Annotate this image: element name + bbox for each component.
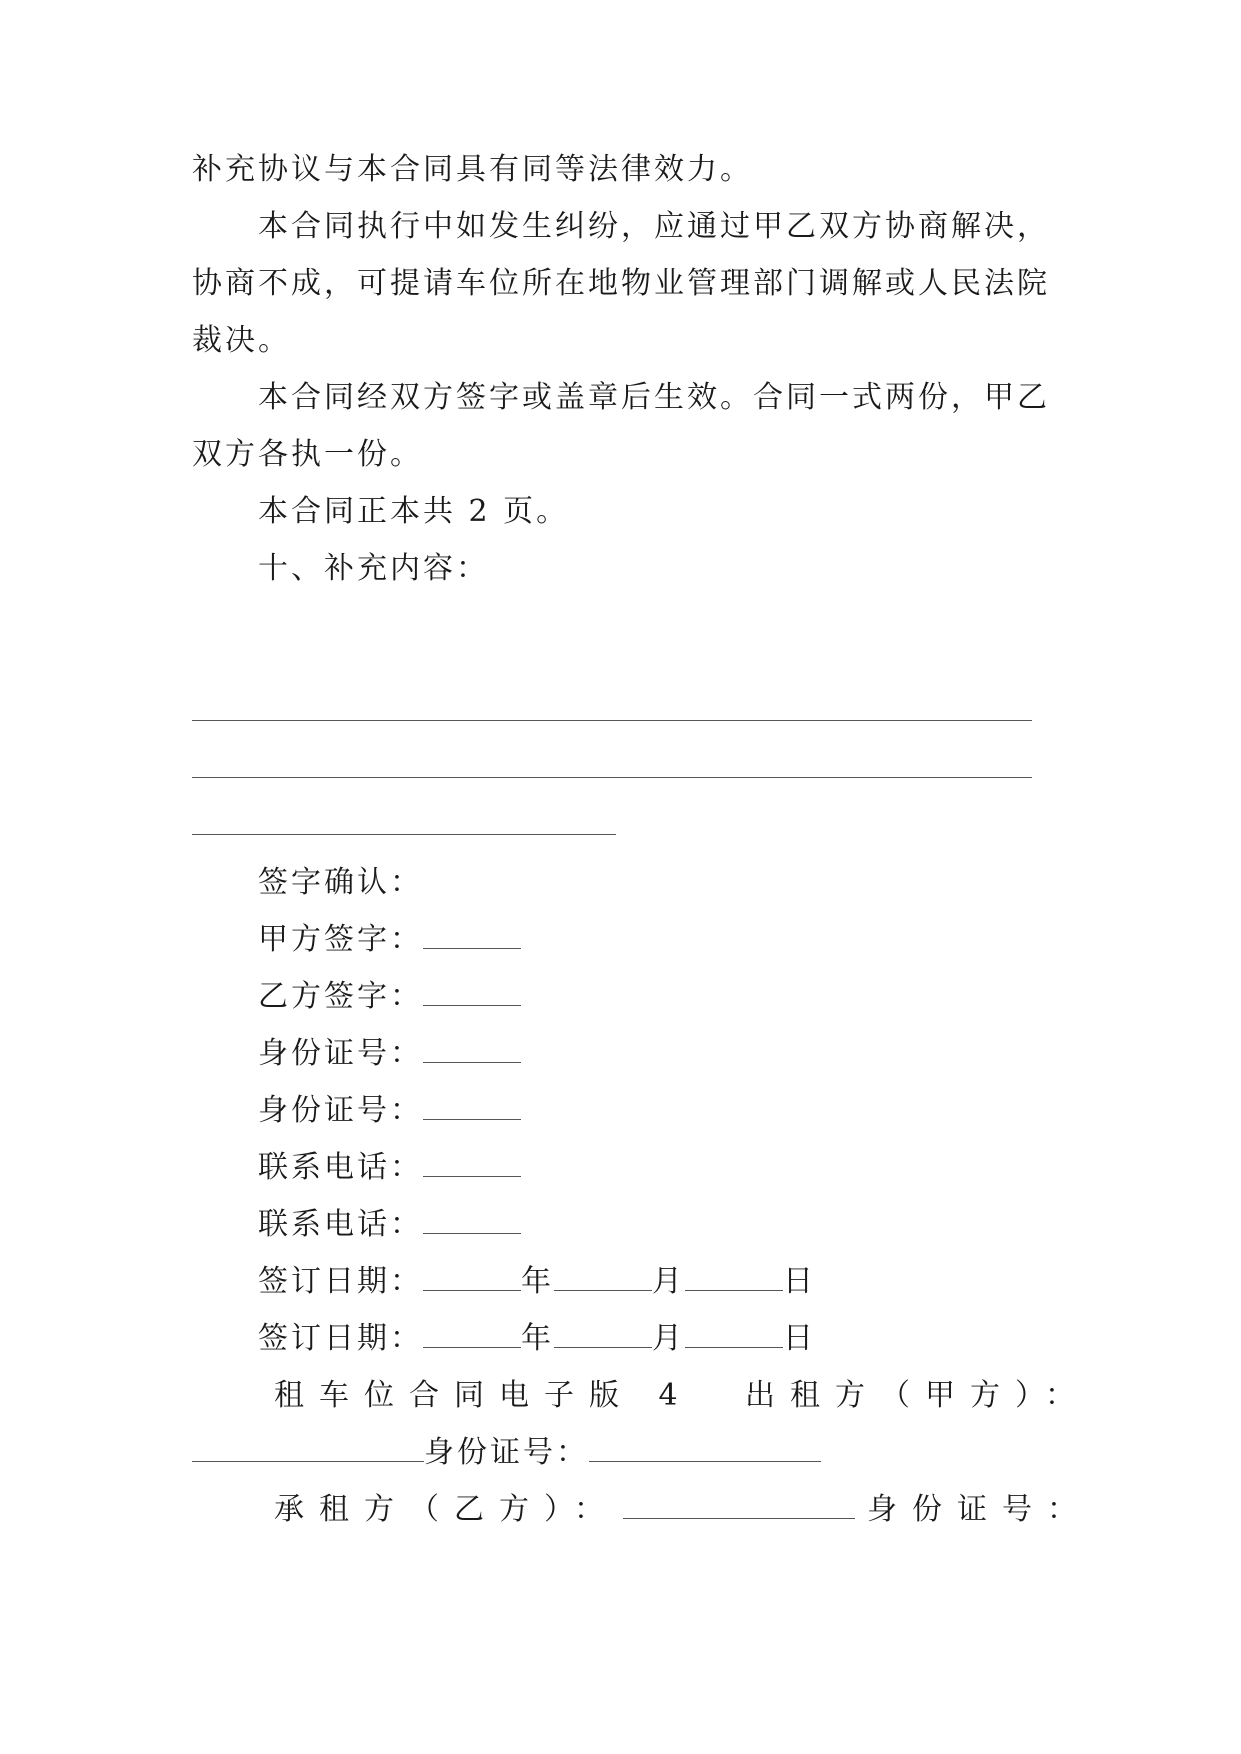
sign-date-row <box>258 1262 816 1302</box>
paragraph-line: 裁决。 <box>192 323 291 358</box>
lessee-name-blank <box>623 1492 855 1519</box>
phone-row <box>258 1205 521 1245</box>
party-b-signature-label: 乙方签字： <box>258 979 423 1014</box>
month-label: 月 <box>652 1264 685 1299</box>
phone-row <box>258 1148 521 1188</box>
paragraph-line: 协商不成，可提请车位所在地物业管理部门调解或人民法院 <box>192 266 1050 301</box>
sign-date-label: 签订日期： <box>258 1264 423 1299</box>
lessor-id-blank <box>589 1435 821 1462</box>
day-blank <box>685 1321 783 1348</box>
id-number-blank <box>423 1093 521 1120</box>
id-number-row <box>258 1091 521 1131</box>
year-label: 年 <box>521 1321 554 1356</box>
paragraph-line: 补充协议与本合同具有同等法律效力。 <box>192 152 753 187</box>
year-blank <box>423 1264 521 1291</box>
lessor-name-blank <box>192 1435 424 1462</box>
fill-in-line <box>192 720 1032 721</box>
id-number-label: 身份证号： <box>258 1093 423 1128</box>
id-number-row <box>258 1034 521 1074</box>
phone-blank <box>423 1150 521 1177</box>
party-a-signature-label: 甲方签字： <box>258 922 423 957</box>
sign-date-row <box>258 1319 816 1359</box>
day-label: 日 <box>783 1321 816 1356</box>
phone-label: 联系电话： <box>258 1150 423 1185</box>
sign-date-label: 签订日期： <box>258 1321 423 1356</box>
lessor-label: 出租方（甲方）： <box>745 1378 1090 1413</box>
party-a-signature-blank <box>423 922 521 949</box>
lessee-row <box>274 1490 1092 1530</box>
next-contract-title: 租车位合同电子版 4 <box>274 1378 693 1413</box>
section-heading: 十、补充内容： <box>258 551 489 586</box>
lessee-label: 承租方（乙方）： <box>274 1492 619 1527</box>
lessor-id-row <box>192 1433 821 1473</box>
id-number-label: 身份证号： <box>258 1036 423 1071</box>
party-a-signature-row <box>258 920 521 960</box>
party-b-signature-blank <box>423 979 521 1006</box>
year-blank <box>423 1321 521 1348</box>
paragraph-line: 本合同正本共 2 页。 <box>258 494 570 529</box>
month-blank <box>554 1321 652 1348</box>
month-blank <box>554 1264 652 1291</box>
day-blank <box>685 1264 783 1291</box>
fill-in-line <box>192 834 616 835</box>
paragraph-line: 双方各执一份。 <box>192 437 423 472</box>
day-label: 日 <box>783 1264 816 1299</box>
paragraph-line: 本合同经双方签字或盖章后生效。合同一式两份，甲乙 <box>258 380 1050 415</box>
phone-label: 联系电话： <box>258 1207 423 1242</box>
id-number-blank <box>423 1036 521 1063</box>
paragraph-line: 本合同执行中如发生纠纷，应通过甲乙双方协商解决， <box>258 209 1050 244</box>
party-b-signature-row <box>258 977 521 1017</box>
fill-in-line <box>192 777 1032 778</box>
month-label: 月 <box>652 1321 685 1356</box>
phone-blank <box>423 1207 521 1234</box>
lessee-id-label: 身份证号： <box>867 1492 1092 1527</box>
signature-confirm-label: 签字确认： <box>258 865 423 900</box>
year-label: 年 <box>521 1264 554 1299</box>
lessor-id-label: 身份证号： <box>424 1435 589 1470</box>
